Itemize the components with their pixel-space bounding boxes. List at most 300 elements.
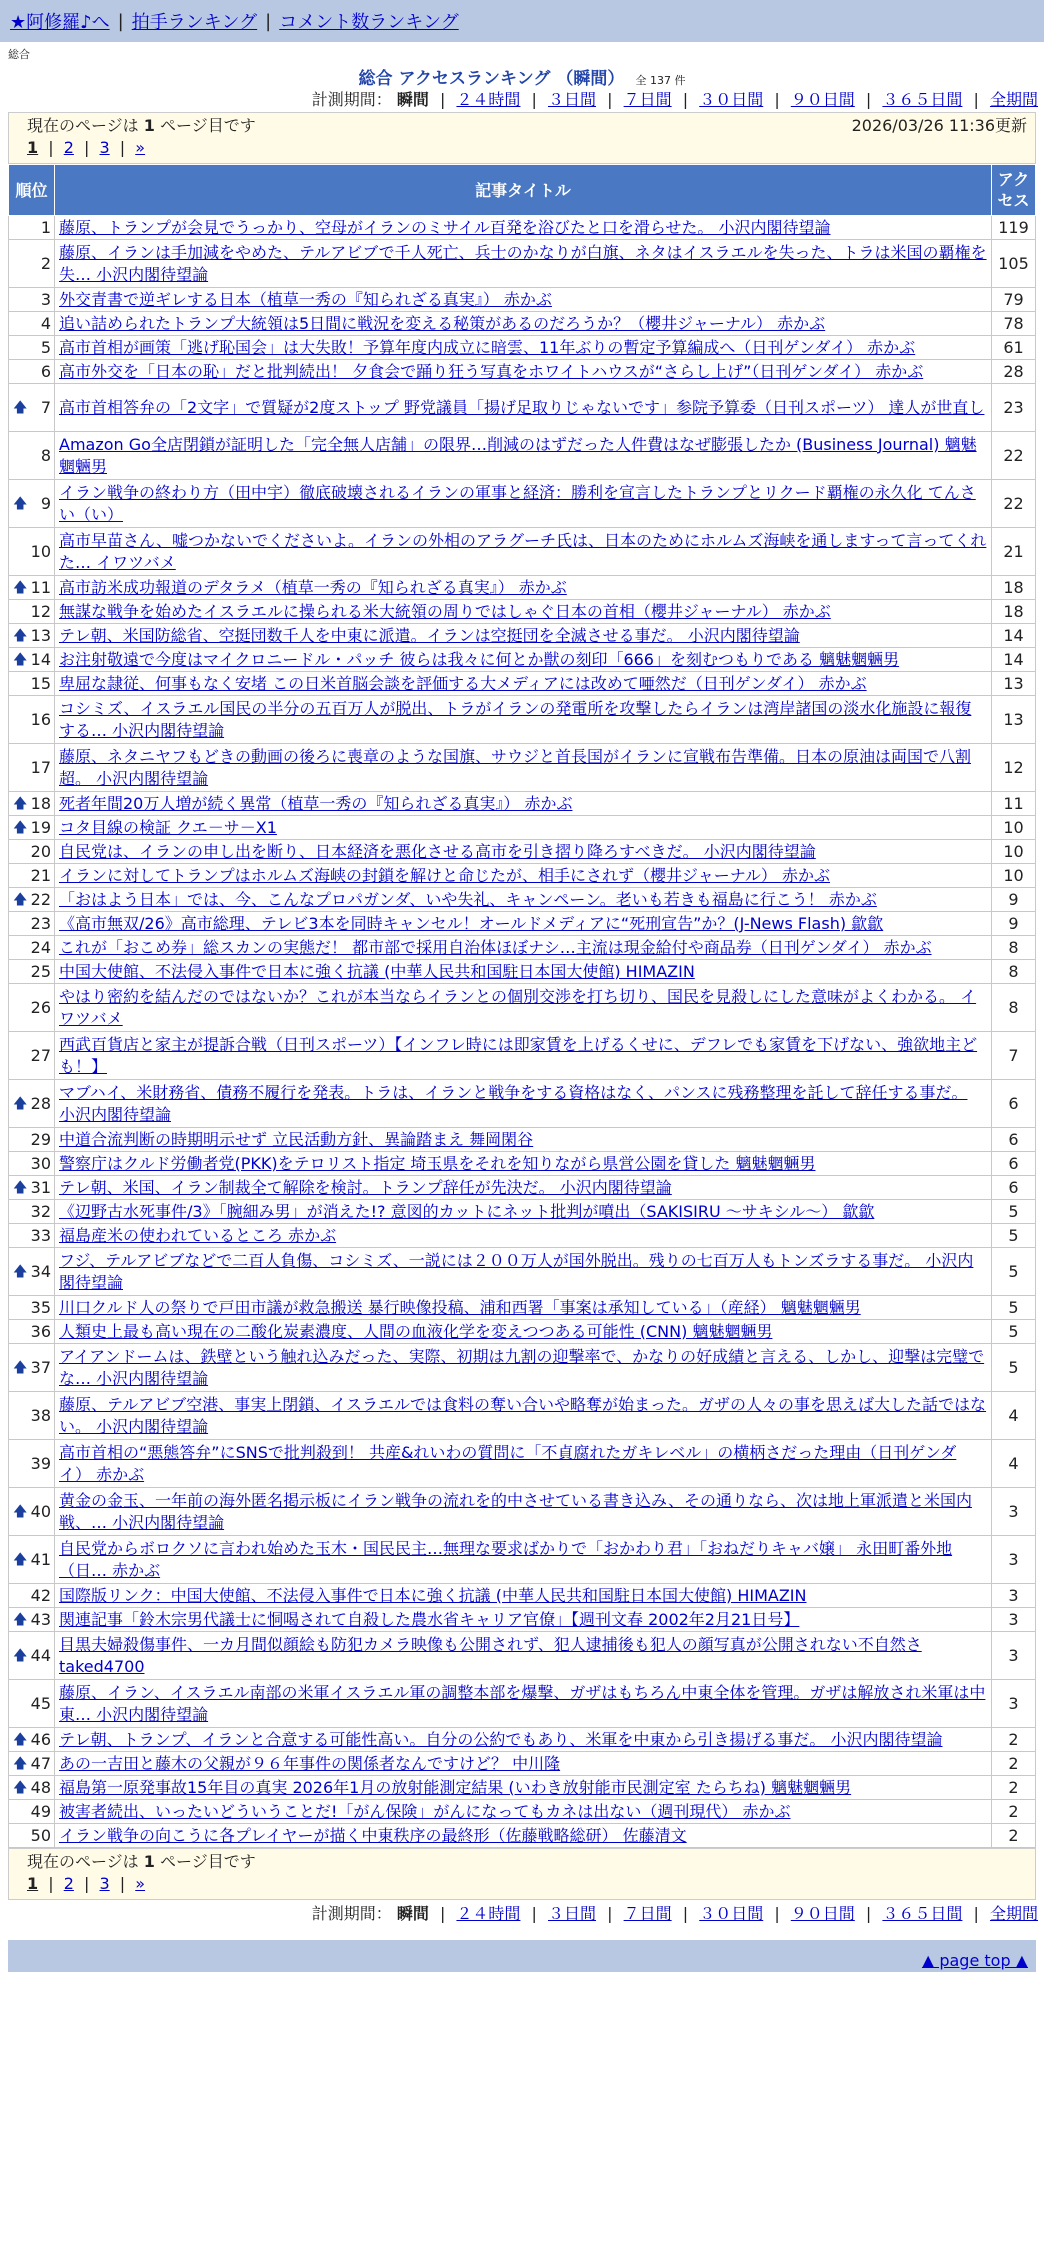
rank-cell bbox=[9, 1440, 55, 1488]
rank-cell bbox=[9, 480, 55, 528]
rank-cell bbox=[9, 1344, 55, 1392]
period-link-24h[interactable]: ２４時間 bbox=[456, 1904, 521, 1923]
title-cell bbox=[55, 1608, 992, 1632]
rank-up-arrow-icon: 🡅 bbox=[13, 795, 28, 812]
access-count: 2 bbox=[992, 1752, 1036, 1776]
table-row bbox=[9, 816, 1036, 840]
rank-number: 43 bbox=[30, 1609, 51, 1629]
nav-link-asyura-home[interactable]: ★阿修羅♪へ bbox=[10, 12, 110, 33]
article-title-link[interactable]: 西武百貨店と家主が提訴合戦（日刊スポーツ）【インフレ時には即家賃を上げるくせに、デフレでも家賃を下げない、強欲地主ども！】 bbox=[59, 1034, 978, 1076]
rank-number: 41 bbox=[30, 1549, 51, 1569]
article-title-link[interactable]: 警察庁はクルド労働者党(PKK)をテロリスト指定 埼玉県をそれを知りながら県営公園を貸した 魑魅魍魎男 bbox=[59, 1153, 816, 1173]
rank-cell bbox=[9, 1536, 55, 1584]
nav-separator: | bbox=[265, 10, 272, 32]
rank-cell bbox=[9, 240, 55, 288]
access-count: 22 bbox=[992, 432, 1036, 480]
article-title-link[interactable]: 被害者続出、いったいどういうことだ!「がん保険」がんになってもカネは出ない（週刊現代） 赤かぶ bbox=[59, 1801, 791, 1821]
title-cell bbox=[55, 648, 992, 672]
page-title-row bbox=[0, 64, 1044, 89]
rank-cell bbox=[9, 1488, 55, 1536]
period-link-365d[interactable]: ３６５日間 bbox=[882, 90, 963, 109]
rank-number: 30 bbox=[30, 1153, 51, 1173]
rank-number: 42 bbox=[30, 1585, 51, 1605]
table-row bbox=[9, 1608, 1036, 1632]
rank-number: 28 bbox=[30, 1093, 51, 1113]
access-count: 3 bbox=[992, 1536, 1036, 1584]
rank-number: 7 bbox=[40, 397, 51, 417]
rank-cell bbox=[9, 984, 55, 1032]
rank-up-arrow-icon: 🡅 bbox=[13, 1647, 28, 1664]
rank-cell bbox=[9, 912, 55, 936]
title-cell bbox=[55, 864, 992, 888]
access-count: 3 bbox=[992, 1488, 1036, 1536]
rank-number: 47 bbox=[30, 1753, 51, 1773]
rank-up-arrow-icon: 🡅 bbox=[13, 1731, 28, 1748]
table-row bbox=[9, 1752, 1036, 1776]
article-title-link[interactable]: 高市首相が画策「逃げ恥国会」は大失敗！予算年度内成立に暗雲、11年ぶりの暫定予算編成へ（日刊ゲンダイ） 赤かぶ bbox=[59, 337, 916, 357]
table-row bbox=[9, 432, 1036, 480]
rank-number: 9 bbox=[40, 493, 51, 513]
table-row bbox=[9, 984, 1036, 1032]
rank-cell bbox=[9, 1800, 55, 1824]
title-cell bbox=[55, 1344, 992, 1392]
rank-cell bbox=[9, 1224, 55, 1248]
access-count: 2 bbox=[992, 1728, 1036, 1752]
access-count: 8 bbox=[992, 936, 1036, 960]
article-title-link[interactable]: 高市首相答弁の「2文字」で質疑が2度ストップ 野党議員「揚げ足取りじゃないです」参院予算委（日刊スポーツ） 達人が世直し bbox=[59, 397, 985, 417]
page-link-next[interactable]: » bbox=[135, 1874, 146, 1893]
title-cell bbox=[55, 1632, 992, 1680]
period-link-30d[interactable]: ３０日間 bbox=[699, 90, 764, 109]
rank-cell bbox=[9, 288, 55, 312]
access-count: 18 bbox=[992, 576, 1036, 600]
page-links: 1 | 2 | 3 | » bbox=[27, 1874, 146, 1893]
article-title-link[interactable]: 卑屈な隷従、何事もなく安堵 この日米首脳会談を評価する大メディアには改めて唖然だ（日刊ゲンダイ） 赤かぶ bbox=[59, 673, 867, 693]
title-cell bbox=[55, 1392, 992, 1440]
table-row bbox=[9, 1632, 1036, 1680]
title-cell bbox=[55, 912, 992, 936]
period-link-24h[interactable]: ２４時間 bbox=[456, 90, 521, 109]
footer-bar bbox=[8, 1940, 1036, 1972]
article-title-link[interactable]: イラン戦争の向こうに各プレイヤーが描く中東秩序の最終形（佐藤戦略総研） 佐藤清文 bbox=[59, 1825, 687, 1845]
title-cell bbox=[55, 1536, 992, 1584]
table-row bbox=[9, 240, 1036, 288]
rank-number: 21 bbox=[30, 865, 51, 885]
rank-cell bbox=[9, 744, 55, 792]
table-row bbox=[9, 1032, 1036, 1080]
table-row bbox=[9, 600, 1036, 624]
top-nav bbox=[0, 0, 1044, 42]
article-title-link[interactable]: 追い詰められたトランプ大統領は5日間に戦況を変える秘策があるのだろうか？（櫻井ジャーナル） 赤かぶ bbox=[59, 313, 826, 333]
title-cell bbox=[55, 1824, 992, 1848]
title-cell bbox=[55, 888, 992, 912]
rank-number: 32 bbox=[30, 1201, 51, 1221]
table-row bbox=[9, 912, 1036, 936]
access-count: 6 bbox=[992, 1128, 1036, 1152]
access-count: 3 bbox=[992, 1632, 1036, 1680]
article-title-link[interactable]: 藤原、イランは手加減をやめた、テルアビブで千人死亡、兵士のかなりが白旗、ネタはイスラエルを失った、トラは米国の覇権を失… 小沢内閣待望論 bbox=[59, 242, 987, 284]
title-cell bbox=[55, 576, 992, 600]
article-title-link[interactable]: 中国大使館、不法侵入事件で日本に強く抗議 (中華人民共和国駐日本国大使館) HIMAZIN bbox=[59, 961, 695, 981]
article-title-link[interactable]: コタ目線の検証 クエ－サ－X1 bbox=[59, 817, 277, 837]
article-title-link[interactable]: 高市外交を「日本の恥」だと批判続出！ 夕食会で踊り狂う写真をホワイトハウスが“さらし上げ”（日刊ゲンダイ） 赤かぶ bbox=[59, 361, 924, 381]
access-count: 14 bbox=[992, 648, 1036, 672]
nav-separator: | bbox=[117, 10, 124, 32]
article-title-link[interactable]: 藤原、テルアビブ空港、事実上閉鎖、イスラエルでは食料の奪い合いや略奪が始まった。ガザの人々の事を思えば大した話ではない。 小沢内閣待望論 bbox=[59, 1394, 987, 1436]
table-row bbox=[9, 1488, 1036, 1536]
title-cell bbox=[55, 384, 992, 432]
page-current: 1 bbox=[27, 138, 39, 157]
table-row bbox=[9, 1536, 1036, 1584]
article-title-link[interactable]: マブハイ、米財務省、債務不履行を発表。トラは、イランと戦争をする資格はなく、パンスに残務整理を託して辞任する事だ。 小沢内閣待望論 bbox=[59, 1082, 968, 1124]
rank-cell bbox=[9, 888, 55, 912]
table-row bbox=[9, 528, 1036, 576]
article-title-link[interactable]: これが「おこめ券」総スカンの実態だ！ 都市部で採用自治体ほぼナシ…主流は現金給付や商品券（日刊ゲンダイ） 赤かぶ bbox=[59, 937, 932, 957]
title-cell bbox=[55, 1152, 992, 1176]
article-title-link[interactable]: 《高市無双/26》高市総理、テレビ3本を同時キャンセル！オールドメディアに“死刑宣告”か？(J-News Flash) 歙歙 bbox=[59, 913, 884, 933]
title-cell bbox=[55, 312, 992, 336]
rank-cell bbox=[9, 1608, 55, 1632]
title-cell bbox=[55, 792, 992, 816]
article-title-link[interactable]: 藤原、ネタニヤフもどきの動画の後ろに喪章のような国旗、サウジと首長国がイランに宣戦布告準備。日本の原油は両国で八割超。 小沢内閣待望論 bbox=[59, 746, 972, 788]
title-cell bbox=[55, 1440, 992, 1488]
table-row bbox=[9, 624, 1036, 648]
table-row bbox=[9, 480, 1036, 528]
period-link-90d[interactable]: ９０日間 bbox=[790, 90, 855, 109]
title-cell bbox=[55, 600, 992, 624]
article-title-link[interactable]: テレ朝、トランプ、イランと合意する可能性高い。自分の公約でもあり、米軍を中東から引き揚げる事だ。 小沢内閣待望論 bbox=[59, 1729, 943, 1749]
rank-up-arrow-icon: 🡅 bbox=[13, 1179, 28, 1196]
article-title-link[interactable]: 関連記事「鈴木宗男代議士に恫喝されて自殺した農水省キャリア官僚」【週刊文春 2002年2月21日号】 bbox=[59, 1609, 800, 1629]
title-cell bbox=[55, 840, 992, 864]
article-title-link[interactable]: やはり密約を結んだのではないか？これが本当ならイランとの個別交渉を打ち切り、国民を見殺しにした意味がよくわかる。 イワツバメ bbox=[59, 986, 977, 1028]
nav-link-clap-ranking[interactable]: 拍手ランキング bbox=[131, 12, 258, 33]
access-count: 11 bbox=[992, 792, 1036, 816]
access-count: 5 bbox=[992, 1200, 1036, 1224]
period-link-3d[interactable]: ３日間 bbox=[548, 90, 597, 109]
title-cell bbox=[55, 1296, 992, 1320]
rank-cell bbox=[9, 1824, 55, 1848]
article-title-link[interactable]: テレ朝、米国防総省、空挺団数千人を中東に派遣。イランは空挺団を全滅させる事だ。 小沢内閣待望論 bbox=[59, 625, 800, 645]
title-cell bbox=[55, 1128, 992, 1152]
article-title-link[interactable]: 高市早苗さん、嘘つかないでくださいよ。イランの外相のアラグーチ氏は、日本のためにホルムズ海峡を通しますって言ってくれた… イワツバメ bbox=[59, 530, 987, 572]
rank-number: 33 bbox=[30, 1225, 51, 1245]
rank-cell bbox=[9, 1200, 55, 1224]
table-row bbox=[9, 1824, 1036, 1848]
rank-cell bbox=[9, 1296, 55, 1320]
rank-cell bbox=[9, 1152, 55, 1176]
title-cell bbox=[55, 936, 992, 960]
rank-up-arrow-icon: 🡅 bbox=[13, 1095, 28, 1112]
rank-up-arrow-icon: 🡅 bbox=[13, 819, 28, 836]
period-label: 計測期間： bbox=[311, 1904, 392, 1923]
rank-number: 26 bbox=[30, 997, 51, 1017]
rank-cell bbox=[9, 1248, 55, 1296]
table-row bbox=[9, 384, 1036, 432]
period-link-3d[interactable]: ３日間 bbox=[548, 1904, 597, 1923]
article-title-link[interactable]: 死者年間20万人増が続く異常（植草一秀の『知られざる真実』） 赤かぶ bbox=[59, 793, 573, 813]
table-row bbox=[9, 792, 1036, 816]
current-page-text: 現在のページは 1 ページ目です bbox=[27, 116, 256, 135]
table-row bbox=[9, 864, 1036, 888]
rank-cell bbox=[9, 1632, 55, 1680]
article-title-link[interactable]: コシミズ、イスラエル国民の半分の五百万人が脱出、トラがイランの発電所を攻撃したらイランは湾岸諸国の淡水化施設に報復する… 小沢内閣待望論 bbox=[59, 698, 972, 740]
rank-number: 35 bbox=[30, 1297, 51, 1317]
rank-number: 15 bbox=[30, 673, 51, 693]
article-title-link[interactable]: 自民党は、イランの申し出を断り、日本経済を悪化させる高市を引き摺り降ろすべきだ。 小沢内閣待望論 bbox=[59, 841, 816, 861]
period-selector: 計測期間： 瞬間 | ２４時間 | ３日間 | ７日間 | ３０日間 | ９０日間 | ３６５日間 | 全期間 bbox=[311, 90, 1038, 109]
rank-up-arrow-icon: 🡅 bbox=[13, 627, 28, 644]
rank-up-arrow-icon: 🡅 bbox=[13, 1779, 28, 1796]
rank-cell bbox=[9, 792, 55, 816]
access-count: 6 bbox=[992, 1176, 1036, 1200]
article-title-link[interactable]: 黄金の金玉、一年前の海外匿名掲示板にイラン戦争の流れを的中させている書き込み、その通りなら、次は地上軍派遣と米国内戦、… 小沢内閣待望論 bbox=[59, 1490, 972, 1532]
access-count: 5 bbox=[992, 1296, 1036, 1320]
title-cell bbox=[55, 1584, 992, 1608]
page-link-3[interactable]: 3 bbox=[99, 138, 110, 157]
access-count: 21 bbox=[992, 528, 1036, 576]
title-cell bbox=[55, 1800, 992, 1824]
title-cell bbox=[55, 1680, 992, 1728]
title-cell bbox=[55, 960, 992, 984]
page-title: 総合 アクセスランキング （瞬間） bbox=[358, 69, 625, 89]
access-count: 8 bbox=[992, 984, 1036, 1032]
article-title-link[interactable]: 人類史上最も高い現在の二酸化炭素濃度、人間の血液化学を変えつつある可能性 (CNN) 魑魅魍魎男 bbox=[59, 1321, 773, 1341]
period-link-7d[interactable]: ７日間 bbox=[623, 1904, 672, 1923]
table-row bbox=[9, 672, 1036, 696]
page-link-3[interactable]: 3 bbox=[99, 1874, 110, 1893]
rank-cell bbox=[9, 1752, 55, 1776]
table-row bbox=[9, 1680, 1036, 1728]
rank-number: 40 bbox=[30, 1501, 51, 1521]
period-link-30d[interactable]: ３０日間 bbox=[699, 1904, 764, 1923]
rank-number: 12 bbox=[30, 601, 51, 621]
article-title-link[interactable]: フジ、テルアビブなどで二百人負傷、コシミズ、一説には２００万人が国外脱出。残りの七百万人もトンズラする事だ。 小沢内閣待望論 bbox=[59, 1250, 974, 1292]
access-count: 23 bbox=[992, 384, 1036, 432]
access-count: 22 bbox=[992, 480, 1036, 528]
pager-bottom bbox=[8, 1848, 1036, 1900]
table-row bbox=[9, 840, 1036, 864]
period-link-all[interactable]: 全期間 bbox=[989, 90, 1038, 109]
period-link-all[interactable]: 全期間 bbox=[989, 1904, 1038, 1923]
table-row bbox=[9, 888, 1036, 912]
rank-cell bbox=[9, 936, 55, 960]
period-link-90d[interactable]: ９０日間 bbox=[790, 1904, 855, 1923]
title-cell bbox=[55, 696, 992, 744]
rank-number: 24 bbox=[30, 937, 51, 957]
table-row bbox=[9, 1200, 1036, 1224]
rank-cell bbox=[9, 648, 55, 672]
rank-cell bbox=[9, 672, 55, 696]
access-count: 6 bbox=[992, 1080, 1036, 1128]
rank-cell bbox=[9, 696, 55, 744]
table-row bbox=[9, 216, 1036, 240]
rank-cell bbox=[9, 1392, 55, 1440]
rank-number: 29 bbox=[30, 1129, 51, 1149]
article-title-link[interactable]: 川口クルド人の祭りで戸田市議が救急搬送 暴行映像投稿、浦和西署「事案は承知している」（産経） 魑魅魍魎男 bbox=[59, 1297, 861, 1317]
access-count: 4 bbox=[992, 1392, 1036, 1440]
period-link-365d[interactable]: ３６５日間 bbox=[882, 1904, 963, 1923]
article-title-link[interactable]: あの一吉田と藤木の父親が９６年事件の関係者なんですけど？ 中川隆 bbox=[59, 1753, 561, 1773]
rank-up-arrow-icon: 🡅 bbox=[13, 1263, 28, 1280]
rank-number: 17 bbox=[30, 757, 51, 777]
access-count: 10 bbox=[992, 864, 1036, 888]
table-row bbox=[9, 1176, 1036, 1200]
access-count: 4 bbox=[992, 1440, 1036, 1488]
article-title-link[interactable]: 高市訪米成功報道のデタラメ（植草一秀の『知られざる真実』） 赤かぶ bbox=[59, 577, 567, 597]
access-count: 6 bbox=[992, 1152, 1036, 1176]
article-title-link[interactable]: イランに対してトランプはホルムズ海峡の封鎖を解けと命じたが、相手にされず（櫻井ジャーナル） 赤かぶ bbox=[59, 865, 831, 885]
article-title-link[interactable]: イラン戦争の終わり方（田中宇）徹底破壊されるイランの軍事と経済：勝利を宣言したトランプとリクード覇権の永久化 てんさい（い） bbox=[59, 482, 976, 524]
article-title-link[interactable]: 国際版リンク：中国大使館、不法侵入事件で日本に強く抗議 (中華人民共和国駐日本国大使館) HIMAZIN bbox=[59, 1585, 807, 1605]
rank-number: 31 bbox=[30, 1177, 51, 1197]
period-selector-bottom: 計測期間： 瞬間 | ２４時間 | ３日間 | ７日間 | ３０日間 | ９０日間 | ３６５日間 | 全期間 bbox=[311, 1904, 1038, 1923]
rank-number: 34 bbox=[30, 1261, 51, 1281]
table-row bbox=[9, 1392, 1036, 1440]
title-cell bbox=[55, 624, 992, 648]
access-count: 7 bbox=[992, 1032, 1036, 1080]
rank-number: 25 bbox=[30, 961, 51, 981]
rank-cell bbox=[9, 432, 55, 480]
access-count: 10 bbox=[992, 816, 1036, 840]
rank-number: 22 bbox=[30, 889, 51, 909]
access-count: 2 bbox=[992, 1776, 1036, 1800]
section-tag: 総合 bbox=[8, 48, 30, 61]
table-row bbox=[9, 576, 1036, 600]
rank-up-arrow-icon: 🡅 bbox=[13, 1755, 28, 1772]
rank-cell bbox=[9, 864, 55, 888]
table-row bbox=[9, 1296, 1036, 1320]
rank-number: 13 bbox=[30, 625, 51, 645]
table-row bbox=[9, 1320, 1036, 1344]
access-count: 2 bbox=[992, 1800, 1036, 1824]
ranking-table bbox=[8, 164, 1036, 1848]
article-title-link[interactable]: 《辺野古水死事件/3》「腕細み男」が消えた!? 意図的カットにネット批判が噴出（SAKISIRU ～サキシル～） 歙歙 bbox=[59, 1201, 875, 1221]
nav-link-comment-ranking[interactable]: コメント数ランキング bbox=[279, 12, 459, 33]
title-cell bbox=[55, 1032, 992, 1080]
page-link-2[interactable]: 2 bbox=[63, 1874, 74, 1893]
page-link-next[interactable]: » bbox=[135, 138, 146, 157]
rank-number: 19 bbox=[30, 817, 51, 837]
title-cell bbox=[55, 984, 992, 1032]
table-row bbox=[9, 1152, 1036, 1176]
title-cell bbox=[55, 1224, 992, 1248]
title-cell bbox=[55, 1488, 992, 1536]
page-current: 1 bbox=[27, 1874, 39, 1893]
table-row bbox=[9, 1128, 1036, 1152]
page-top-link[interactable]: ▲ page top ▲ bbox=[921, 1951, 1028, 1970]
article-title-link[interactable]: 目黒夫婦殺傷事件、一カ月間似顔絵も防犯カメラ映像も公開されず、犯人逮捕後も犯人の顔写真が公開されない不自然さ taked4700 bbox=[59, 1634, 922, 1676]
article-title-link[interactable]: 福島第一原発事故15年目の真実 2026年1月の放射能測定結果 (いわき放射能市民測定室 たらちね) 魑魅魍魎男 bbox=[59, 1777, 852, 1797]
title-cell bbox=[55, 816, 992, 840]
access-count: 5 bbox=[992, 1320, 1036, 1344]
article-title-link[interactable]: テレ朝、米国、イラン制裁全て解除を検討。トランプ辞任が先決だ。 小沢内閣待望論 bbox=[59, 1177, 672, 1197]
rank-number: 8 bbox=[40, 445, 51, 465]
pager-top bbox=[8, 112, 1036, 164]
table-row bbox=[9, 1080, 1036, 1128]
page-link-2[interactable]: 2 bbox=[63, 138, 74, 157]
access-count: 3 bbox=[992, 1584, 1036, 1608]
article-title-link[interactable]: 外交青書で逆ギレする日本（植草一秀の『知られざる真実』） 赤かぶ bbox=[59, 289, 552, 309]
access-count: 79 bbox=[992, 288, 1036, 312]
access-count: 14 bbox=[992, 624, 1036, 648]
article-title-link[interactable]: Amazon Go全店閉鎖が証明した「完全無人店舗」の限界…削減のはずだった人件費はなぜ膨張したか (Business Journal) 魑魅魍魎男 bbox=[59, 434, 977, 476]
rank-up-arrow-icon: 🡅 bbox=[13, 579, 28, 596]
article-title-link[interactable]: 中道合流判断の時期明示せず 立民活動方針、異論踏まえ 舞岡閑谷 bbox=[59, 1129, 534, 1149]
rank-number: 14 bbox=[30, 649, 51, 669]
rank-up-arrow-icon: 🡅 bbox=[13, 495, 28, 512]
access-count: 78 bbox=[992, 312, 1036, 336]
title-cell bbox=[55, 336, 992, 360]
title-cell bbox=[55, 432, 992, 480]
access-count: 28 bbox=[992, 360, 1036, 384]
rank-up-arrow-icon: 🡅 bbox=[13, 891, 28, 908]
rank-number: 44 bbox=[30, 1645, 51, 1665]
article-title-link[interactable]: お注射敬遠で今度はマイクロニードル・パッチ 彼らは我々に何とか獣の刻印「666」を刻むつもりである 魑魅魍魎男 bbox=[59, 649, 900, 669]
access-count: 8 bbox=[992, 960, 1036, 984]
rank-cell bbox=[9, 960, 55, 984]
rank-up-arrow-icon: 🡅 bbox=[13, 1359, 28, 1376]
article-title-link[interactable]: 自民党からボロクソに言われ始めた玉木・国民民主…無理な要求ばかりで「おかわり君」「おねだりキャバ嬢」 永田町番外地（日… 赤かぶ bbox=[59, 1538, 953, 1580]
article-title-link[interactable]: 「おはよう日本」では、今、こんなプロパガンダ、いや失礼、キャンペーン。老いも若きも福島に行こう！ 赤かぶ bbox=[59, 889, 877, 909]
access-count: 5 bbox=[992, 1224, 1036, 1248]
access-count: 10 bbox=[992, 840, 1036, 864]
rank-number: 18 bbox=[30, 793, 51, 813]
rank-cell bbox=[9, 1128, 55, 1152]
rank-number: 50 bbox=[30, 1825, 51, 1845]
rank-cell bbox=[9, 528, 55, 576]
article-title-link[interactable]: 藤原、トランプが会見でうっかり、空母がイランのミサイル百発を浴びたと口を滑らせた。 小沢内閣待望論 bbox=[59, 217, 831, 237]
title-cell bbox=[55, 1320, 992, 1344]
access-count: 5 bbox=[992, 1248, 1036, 1296]
period-link-7d[interactable]: ７日間 bbox=[623, 90, 672, 109]
rank-number: 39 bbox=[30, 1453, 51, 1473]
table-row bbox=[9, 360, 1036, 384]
rank-cell bbox=[9, 360, 55, 384]
title-cell bbox=[55, 744, 992, 792]
title-cell bbox=[55, 240, 992, 288]
rank-number: 37 bbox=[30, 1357, 51, 1377]
rank-cell bbox=[9, 1080, 55, 1128]
header-rank: 順位 bbox=[9, 165, 55, 216]
period-active: 瞬間 bbox=[396, 1904, 429, 1923]
article-title-link[interactable]: 福島産米の使われているところ 赤かぶ bbox=[59, 1225, 337, 1245]
title-cell bbox=[55, 1248, 992, 1296]
rank-cell bbox=[9, 312, 55, 336]
article-title-link[interactable]: 高市首相の“悪態答弁”にSNSで批判殺到！ 共産&れいわの質問に「不貞腐れたガキレベル」の横柄さだった理由（日刊ゲンダイ） 赤かぶ bbox=[59, 1442, 957, 1484]
rank-up-arrow-icon: 🡅 bbox=[13, 651, 28, 668]
period-active: 瞬間 bbox=[396, 90, 429, 109]
rank-number: 6 bbox=[40, 361, 51, 381]
article-title-link[interactable]: 無謀な戦争を始めたイスラエルに操られる米大統領の周りではしゃぐ日本の首相（櫻井ジャーナル） 赤かぶ bbox=[59, 601, 831, 621]
title-cell bbox=[55, 1776, 992, 1800]
table-row bbox=[9, 1800, 1036, 1824]
title-cell bbox=[55, 1176, 992, 1200]
access-count: 2 bbox=[992, 1824, 1036, 1848]
page-links: 1 | 2 | 3 | » bbox=[27, 138, 146, 157]
table-row bbox=[9, 312, 1036, 336]
table-row bbox=[9, 1224, 1036, 1248]
table-row bbox=[9, 1776, 1036, 1800]
rank-cell bbox=[9, 1728, 55, 1752]
rank-cell bbox=[9, 624, 55, 648]
article-title-link[interactable]: アイアンドームは、鉄壁という触れ込みだった、実際、初期は九割の迎撃率で、かなりの好成績と言える、しかし、迎撃は完璧でな… 小沢内閣待望論 bbox=[59, 1346, 985, 1388]
article-title-link[interactable]: 藤原、イラン、イスラエル南部の米軍イスラエル軍の調整本部を爆撃、ガザはもちろん中東全体を管理。ガザは解放され米軍は中東… 小沢内閣待望論 bbox=[59, 1682, 986, 1724]
rank-number: 38 bbox=[30, 1405, 51, 1425]
title-cell bbox=[55, 216, 992, 240]
table-row bbox=[9, 1728, 1036, 1752]
rank-cell bbox=[9, 840, 55, 864]
